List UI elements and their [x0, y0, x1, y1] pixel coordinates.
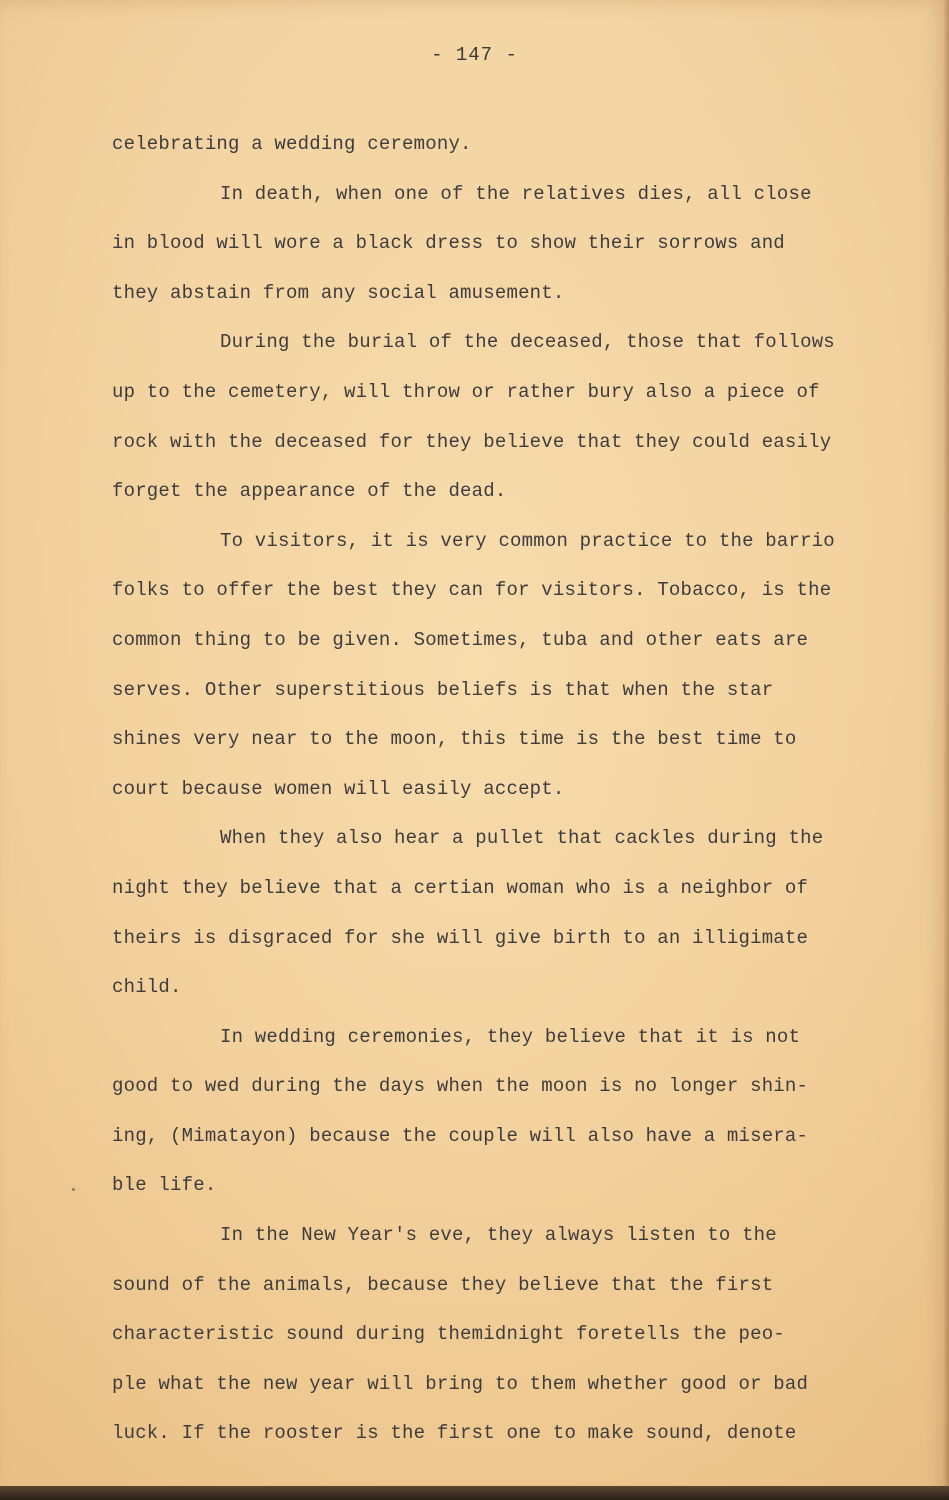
paragraph-start-line: When they also hear a pullet that cackles during the	[220, 827, 824, 850]
text-line: celebrating a wedding ceremony.	[112, 133, 472, 155]
text-line: sound of the animals, because they believe that the first	[112, 1273, 774, 1296]
text-line: up to the cemetery, will throw or rather bury also a piece of	[112, 380, 820, 403]
text-line: rock with the deceased for they believe that they could easily	[112, 430, 832, 453]
text-line: they abstain from any social amusement.	[112, 281, 565, 304]
paragraph-start-line: In the New Year's eve, they always listen to the	[220, 1224, 777, 1247]
text-line: in blood will wore a black dress to show their sorrows and	[112, 232, 785, 255]
paragraph-start-line: During the burial of the deceased, those that follows	[220, 331, 835, 354]
text-line: ble life.	[112, 1174, 217, 1197]
paragraph-start-line: In death, when one of the relatives dies, all close	[220, 182, 812, 205]
page-number: - 147 -	[431, 44, 518, 66]
document-body	[112, 120, 902, 1459]
text-line: ing, (Mimatayon) because the couple will also have a misera-	[112, 1124, 809, 1147]
page-right-edge-shadow	[943, 0, 949, 1500]
text-line: characteristic sound during themidnight foretells the peo-	[112, 1323, 785, 1346]
text-line: theirs is disgraced for she will give birth to an illigimate	[112, 926, 809, 949]
page-bottom-edge	[0, 1486, 949, 1500]
text-line: common thing to be given. Sometimes, tuba and other eats are	[112, 628, 809, 651]
text-line: forget the appearance of the dead.	[112, 480, 507, 503]
text-line: good to wed during the days when the moon is no longer shin-	[112, 1075, 809, 1098]
text-line: serves. Other superstitious beliefs is that when the star	[112, 678, 774, 701]
text-line: court because women will easily accept.	[112, 777, 565, 800]
text-line: child.	[112, 976, 182, 999]
text-line: shines very near to the moon, this time is the best time to	[112, 728, 797, 751]
text-line: luck. If the rooster is the first one to make sound, denote	[112, 1422, 797, 1445]
text-line: night they believe that a certian woman who is a neighbor of	[112, 876, 809, 899]
text-line: ple what the new year will bring to them whether good or bad	[112, 1372, 809, 1395]
paragraph-start-line: To visitors, it is very common practice to the barrio	[220, 529, 835, 552]
paper-speck	[72, 1188, 75, 1191]
paragraph-start-line: In wedding ceremonies, they believe that it is not	[220, 1025, 801, 1048]
text-line: folks to offer the best they can for visitors. Tobacco, is the	[112, 579, 832, 602]
